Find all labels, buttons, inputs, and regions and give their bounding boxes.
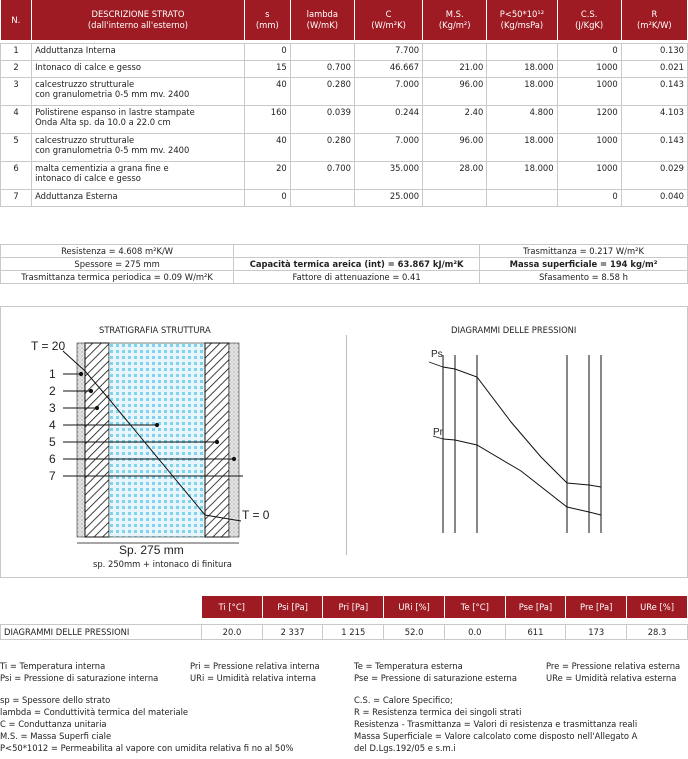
layer-desc-line1: calcestruzzo strutturale: [35, 79, 135, 89]
table-row: [1, 106, 688, 134]
t-in-label: T = 20: [31, 339, 66, 353]
legend-r: R = Resistenza termica dei singoli strati: [354, 707, 522, 717]
cell-ms: 21.00: [423, 61, 487, 78]
cell-p: 18.000: [487, 78, 557, 106]
cell-ms: [423, 190, 487, 207]
press-val-pre: 173: [566, 625, 627, 640]
spessore-value: Spessore = 275 mm: [1, 258, 234, 271]
press-header-pre: Pre [Pa]: [566, 596, 627, 618]
pressure-header-row: [1, 596, 688, 618]
legend-ure: URe = Umidità relativa esterna: [546, 673, 677, 683]
col-header-s: s (mm): [244, 0, 290, 40]
cell-p: 18.000: [487, 134, 557, 162]
col-header-n: N.: [1, 0, 32, 40]
col-header-cs: C.S. (J/KgK): [557, 0, 621, 40]
cell-cs: 0: [557, 190, 621, 207]
cell-n: 4: [1, 106, 32, 134]
pressure-row-label: DIAGRAMMI DELLE PRESSIONI: [1, 625, 202, 640]
press-header-ti: Ti [°C]: [202, 596, 262, 618]
cell-r: 0.040: [621, 190, 687, 207]
cell-lambda: [290, 190, 354, 207]
cell-lambda: 0.280: [290, 78, 354, 106]
table-row: [1, 162, 688, 190]
layer-number-label: 4: [49, 418, 56, 432]
press-header-uri: URi [%]: [384, 596, 445, 618]
cell-cs: 1000: [557, 134, 621, 162]
layer-number-label: 3: [49, 401, 56, 415]
massa-value: Massa superficiale = 194 kg/m²: [480, 258, 688, 271]
cell-p: [487, 190, 557, 207]
layer-number-label: 7: [49, 469, 56, 483]
press-val-pse: 611: [505, 625, 566, 640]
legend-right-block: [354, 694, 637, 754]
layers-table: [0, 0, 688, 207]
cell-cs: 1000: [557, 162, 621, 190]
cell-s: 20: [244, 162, 290, 190]
cell-s: 40: [244, 134, 290, 162]
table-row: [1, 78, 688, 106]
cell-desc: [32, 134, 245, 162]
cell-desc: [32, 78, 245, 106]
cell-ms: 28.00: [423, 162, 487, 190]
cell-ms: 96.00: [423, 134, 487, 162]
layer-number-label: 1: [49, 367, 56, 381]
layer-desc-line2: Onda Alta sp. da 10.0 a 22.0 cm: [35, 117, 171, 127]
cell-c: 7.000: [354, 134, 422, 162]
cell-n: 6: [1, 162, 32, 190]
press-val-ti: 20.0: [202, 625, 262, 640]
legend-massa-sup: Massa Superficiale = Valore calcolato come disposto nell'Allegato A: [354, 731, 638, 741]
press-header-psi: Psi [Pa]: [262, 596, 323, 618]
layer-desc-line2: con granulometria 0-5 mm mv. 2400: [35, 145, 190, 155]
legend-pse: Pse = Pressione di saturazione esterna: [354, 673, 518, 683]
pr-label: Pr: [433, 427, 443, 438]
cell-r: 0.021: [621, 61, 687, 78]
legend-dlgs: del D.Lgs.192/05 e s.m.i: [354, 743, 456, 753]
legend-col1: [0, 660, 158, 684]
col-header-desc: DESCRIZIONE STRATO (dall'interno all'esterno): [32, 0, 245, 40]
table-row: [1, 190, 688, 207]
cell-p: 18.000: [487, 162, 557, 190]
cell-n: 1: [1, 44, 32, 61]
pressure-table: [0, 596, 688, 640]
legend-p: P<50*1012 = Permeabilita al vapore con umidita relativa fi no al 50%: [0, 743, 294, 753]
cell-lambda: [290, 44, 354, 61]
thickness-label: Sp. 275 mm: [119, 543, 184, 557]
attenuazione-value: Fattore di attenuazione = 0.41: [234, 271, 480, 284]
layer-desc-line2: intonaco di calce e gesso: [35, 173, 141, 183]
layer-eps: [109, 343, 205, 537]
cell-c: 7.000: [354, 78, 422, 106]
press-header-pse: Pse [Pa]: [505, 596, 566, 618]
legend-res-tras: Resistenza - Trasmittanza = Valori di resistenza e trasmittanza reali: [354, 719, 638, 729]
trasmittanza-value: Trasmittanza = 0.217 W/m²K: [480, 245, 688, 258]
cell-desc: [32, 61, 245, 78]
legend-psi: Psi = Pressione di saturazione interna: [0, 673, 159, 683]
table-row: [1, 44, 688, 61]
cell-p: 18.000: [487, 61, 557, 78]
legend-col4: [546, 660, 680, 684]
cell-desc: [32, 190, 245, 207]
cell-s: 160: [244, 106, 290, 134]
legend-left-block: [0, 694, 294, 754]
cell-c: 7.700: [354, 44, 422, 61]
legend-ti: Ti = Temperatura interna: [0, 661, 106, 671]
cell-n: 7: [1, 190, 32, 207]
legend-te: Te = Temperatura esterna: [354, 661, 463, 671]
cell-s: 15: [244, 61, 290, 78]
cell-r: 0.143: [621, 78, 687, 106]
press-val-psi: 2 337: [262, 625, 323, 640]
cell-r: 0.130: [621, 44, 687, 61]
cell-s: 0: [244, 190, 290, 207]
col-header-c: C (W/m²K): [354, 0, 422, 40]
summary-table: [0, 244, 688, 284]
cell-ms: [423, 44, 487, 61]
cell-r: 0.029: [621, 162, 687, 190]
pressure-values-row: [1, 625, 688, 640]
layer-desc-line2: con granulometria 0-5 mm mv. 2400: [35, 89, 190, 99]
cell-lambda: 0.280: [290, 134, 354, 162]
cell-n: 2: [1, 61, 32, 78]
layer-desc-line1: Adduttanza Interna: [35, 45, 116, 55]
layer-number-label: 5: [49, 435, 56, 449]
diagram-svg: [1, 307, 687, 577]
cell-cs: 1000: [557, 78, 621, 106]
wall-section: [77, 343, 239, 537]
cell-desc: [32, 44, 245, 61]
press-header-ure: URe [%]: [627, 596, 688, 618]
cell-s: 0: [244, 44, 290, 61]
layer-desc-line1: Polistirene espanso in lastre stampate: [35, 107, 195, 117]
cell-desc: [32, 106, 245, 134]
periodica-value: Trasmittanza termica periodica = 0.09 W/m²K: [1, 271, 234, 284]
legend-sp: sp = Spessore dello strato: [0, 695, 111, 705]
col-header-r: R (m²K/W): [621, 0, 687, 40]
legend-pre: Pre = Pressione relativa esterna: [546, 661, 681, 671]
cell-lambda: 0.700: [290, 162, 354, 190]
legend-uri: URi = Umidità relativa interna: [190, 673, 316, 683]
cell-r: 4.103: [621, 106, 687, 134]
layer-concrete-int: [85, 343, 109, 537]
cell-c: 25.000: [354, 190, 422, 207]
cell-cs: 1200: [557, 106, 621, 134]
cell-lambda: 0.700: [290, 61, 354, 78]
col-header-p: P<50*10¹² (Kg/msPa): [487, 0, 557, 40]
layer-plaster-ext: [229, 343, 239, 537]
layer-desc-line1: malta cementizia a grana fine e: [35, 163, 169, 173]
ps-curve: [443, 367, 601, 487]
press-val-pri: 1 215: [323, 625, 384, 640]
cell-ms: 96.00: [423, 78, 487, 106]
cell-p: 4.800: [487, 106, 557, 134]
cell-c: 35.000: [354, 162, 422, 190]
legend-lambda: lambda = Conduttività termica del materiale: [0, 707, 189, 717]
legend-ms: M.S. = Massa Superfi ciale: [0, 731, 112, 741]
cell-lambda: 0.039: [290, 106, 354, 134]
press-val-uri: 52.0: [384, 625, 445, 640]
legend-c: C = Conduttanza unitaria: [0, 719, 107, 729]
t-out-label: T = 0: [242, 508, 270, 522]
cell-p: [487, 44, 557, 61]
pressure-header-spacer: [1, 596, 202, 618]
col-header-ms: M.S. (Kg/m²): [423, 0, 487, 40]
diagram-panel: [0, 306, 688, 578]
cell-c: 46.667: [354, 61, 422, 78]
layers-header-row: [1, 0, 688, 40]
resistenza-value: Resistenza = 4.608 m²K/W: [1, 245, 234, 258]
press-val-te: 0.0: [445, 625, 506, 640]
table-row: [1, 134, 688, 162]
cell-cs: 0: [557, 44, 621, 61]
cell-s: 40: [244, 78, 290, 106]
legend-pri: Pri = Pressione relativa interna: [190, 661, 320, 671]
layer-desc-line1: calcestruzzo strutturale: [35, 135, 135, 145]
summary-empty-cell: [234, 245, 480, 258]
cell-r: 0.143: [621, 134, 687, 162]
thickness-note: sp. 250mm + intonaco di finitura: [93, 559, 232, 569]
legend-col3: [354, 660, 517, 684]
col-header-lambda: lambda (W/mK): [290, 0, 354, 40]
cell-ms: 2.40: [423, 106, 487, 134]
press-header-te: Te [°C]: [445, 596, 506, 618]
sfasamento-value: Sfasamento = 8.58 h: [480, 271, 688, 284]
pressure-chart: [429, 355, 601, 533]
stratigrafia-title: STRATIGRAFIA STRUTTURA: [99, 325, 211, 335]
layer-number-label: 2: [49, 384, 56, 398]
cell-n: 3: [1, 78, 32, 106]
legend-col2: [190, 660, 320, 684]
press-val-ure: 28.3: [627, 625, 688, 640]
legend-cs: C.S. = Calore Specifico;: [354, 695, 453, 705]
cell-c: 0.244: [354, 106, 422, 134]
pressure-diagram-title: DIAGRAMMI DELLE PRESSIONI: [451, 325, 577, 335]
capacita-value: Capacità termica areica (int) = 63.867 kJ/m²K: [234, 258, 480, 271]
table-row: [1, 61, 688, 78]
pr-curve: [443, 439, 601, 515]
ps-label: Ps: [431, 349, 443, 360]
layer-desc-line1: Adduttanza Esterna: [35, 191, 118, 201]
cell-desc: [32, 162, 245, 190]
cell-n: 5: [1, 134, 32, 162]
layer-number-label: 6: [49, 452, 56, 466]
press-header-pri: Pri [Pa]: [323, 596, 384, 618]
cell-cs: 1000: [557, 61, 621, 78]
layer-desc-line1: Intonaco di calce e gesso: [35, 62, 142, 72]
